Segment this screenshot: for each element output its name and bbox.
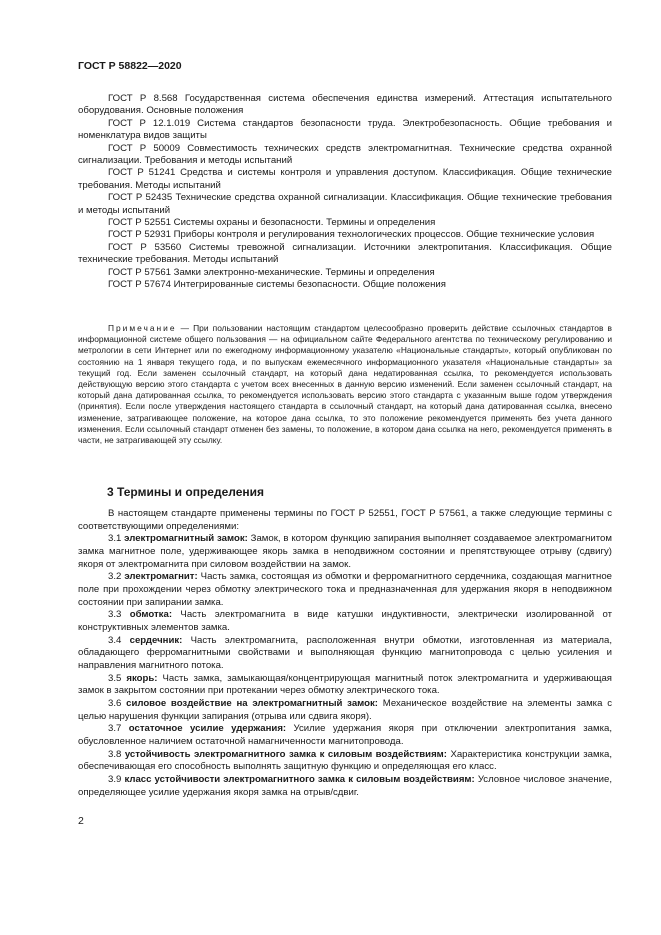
note-text: — При пользовании настоящим стандартом целесообразно проверить действие ссылочных стандартов в информационной системе общего пользования — на официальном сайте Федерального агентства по техническому регулированию и метрологии в сети Интернет или по ежегодному информационному указателю «Национальные стандарты», который опубликован по состоянию на 1 января текущего года, и по выпускам ежемесячного информационного указателя «Национальные стандарты» за текущий год. Если заменен ссылочный стандарт, на который дана недатированная ссылка, то рекомендуется использовать действующую версию этого стандарта с учетом всех внесенных в данную версию изменений. Если заменен ссылочный стандарт, на который дана датированная ссылка, то рекомендуется использовать версию этого стандарта с указанным выше годом утверждения (принятия). Если после утверждения настоящего стандарта в ссылочный стандарт, на который дана датированная ссылка, внесено изменение, затрагивающее положение, на которое дана ссылка, то это положение рекомендуется применять без учета данного изменения. Если ссылочный стандарт отменен без замены, то положение, в котором дана ссылка на него, рекомендуется применять в части, не затрагивающей эту ссылку. [78, 323, 612, 446]
term-item [78, 698, 612, 723]
term-name: устойчивость электромагнитного замка к силовым воздействиям: [124, 748, 447, 760]
note-label: Примечание [108, 323, 177, 333]
term-number: 3.6 [108, 698, 122, 710]
term-name: якорь: [126, 672, 158, 684]
term-name: остаточное усилие удержания: [128, 723, 287, 735]
reference-item: ГОСТ Р 50009 Совместимость технических средств электромагнитная. Технические средства охранной сигнализации. Требования и методы испытаний [78, 142, 612, 167]
term-name: обмотка: [129, 609, 173, 621]
term-definition: Часть замка, состоящая из обмотки и ферромагнитного сердечника, создающая магнитное поле при прохождении через обмотку электрического тока и предназначенная для удержания якоря в неподвижном состоянии при запирании замка. [78, 571, 613, 608]
reference-item: ГОСТ Р 52551 Системы охраны и безопасности. Термины и определения [108, 217, 436, 229]
term-name: электромагнит: [124, 571, 198, 583]
term-number: 3.2 [108, 571, 122, 583]
term-name: силовое воздействие на электромагнитный замок: [126, 698, 378, 710]
term-number: 3.5 [108, 672, 122, 684]
term-number: 3.8 [108, 748, 122, 760]
term-item [78, 749, 612, 774]
reference-item: ГОСТ Р 8.568 Государственная система обеспечения единства измерений. Аттестация испытательного оборудования. Основные положения [78, 93, 612, 117]
term-item [78, 673, 612, 698]
term-definition: Часть электромагнита в виде катушки индуктивности, электрически изолированной от конструктивных элементов замка. [78, 609, 612, 633]
term-definition: Усилие удержания якоря при отключении электропитания замка, обусловленное наличием остаточной намагниченности магнитопровода. [78, 723, 612, 747]
reference-item: ГОСТ Р 52435 Технические средства охранной сигнализации. Классификация. Общие технические требования и методы испытаний [78, 192, 612, 216]
reference-item: ГОСТ Р 12.1.019 Система стандартов безопасности труда. Электробезопасность. Общие требования и номенклатура видов защиты [78, 117, 612, 142]
term-name: электромагнитный замок: [124, 533, 248, 545]
term-definition: Часть замка, замыкающая/концентрирующая магнитный поток электромагнита и удерживающая замок в закрытом состоянии при протекании через обмотку электрического тока. [78, 672, 612, 697]
reference-item: ГОСТ Р 51241 Средства и системы контроля и управления доступом. Классификация. Общие технические требования. Методы испытаний [78, 167, 612, 191]
intro-paragraph: В настоящем стандарте применены термины по ГОСТ Р 52551, ГОСТ Р 57561, а также следующие термины с соответствующими определениями: [78, 508, 612, 532]
section-title: 3 Термины и определения [107, 485, 265, 499]
term-item [78, 571, 612, 609]
note-block [78, 323, 612, 446]
term-name: класс устойчивости электромагнитного замка к силовым воздействиям: [124, 774, 475, 786]
term-definition: Условное числовое значение, определяющее усилие удержания якоря замка на отрыв/сдвиг. [78, 774, 613, 798]
term-item [78, 609, 612, 634]
term-definition: Механическое воздействие на элементы замка с целью нарушения функции запирания (отрыва или сдвига якоря). [78, 698, 612, 722]
term-number: 3.7 [108, 723, 122, 735]
term-number: 3.3 [108, 609, 122, 621]
terms-list [78, 508, 612, 800]
document-header: ГОСТ Р 58822—2020 [78, 60, 182, 72]
term-item [78, 635, 612, 673]
term-name: сердечник: [129, 634, 183, 646]
reference-item: ГОСТ Р 57561 Замки электронно-механические. Термины и определения [108, 266, 435, 278]
page-number: 2 [78, 815, 84, 827]
term-item [78, 774, 612, 799]
term-number: 3.1 [108, 533, 122, 545]
term-definition: Характеристика конструкции замка, обеспечивающая его способность выполнять защитную функцию и определяющая его класс. [78, 748, 613, 773]
term-item [78, 533, 612, 571]
term-definition: Часть электромагнита, расположенная внутри обмотки, изготовленная из материала, обладающего ферромагнитными свойствами и выполняющая функцию магнитопровода с целью усиления и направления магнитного потока. [78, 634, 612, 671]
reference-item: ГОСТ Р 57674 Интегрированные системы безопасности. Общие положения [108, 279, 446, 291]
term-number: 3.4 [108, 634, 122, 646]
term-definition: Замок, в котором функцию запирания выполняет создаваемое электромагнитом замка магнитное поле, удерживающее якорь замка в неподвижном состоянии и препятствующее отрыву (сдвигу) якоря от электромагнита при силовом воздействии на замок. [78, 533, 612, 570]
term-item [78, 723, 612, 748]
reference-item: ГОСТ Р 53560 Системы тревожной сигнализации. Источники электропитания. Классификация. Общие технические требования. Методы испытаний [78, 241, 612, 266]
normative-references-list [78, 93, 612, 292]
reference-item: ГОСТ Р 52931 Приборы контроля и регулирования технологических процессов. Общие технические условия [108, 229, 595, 241]
term-number: 3.9 [108, 774, 122, 786]
